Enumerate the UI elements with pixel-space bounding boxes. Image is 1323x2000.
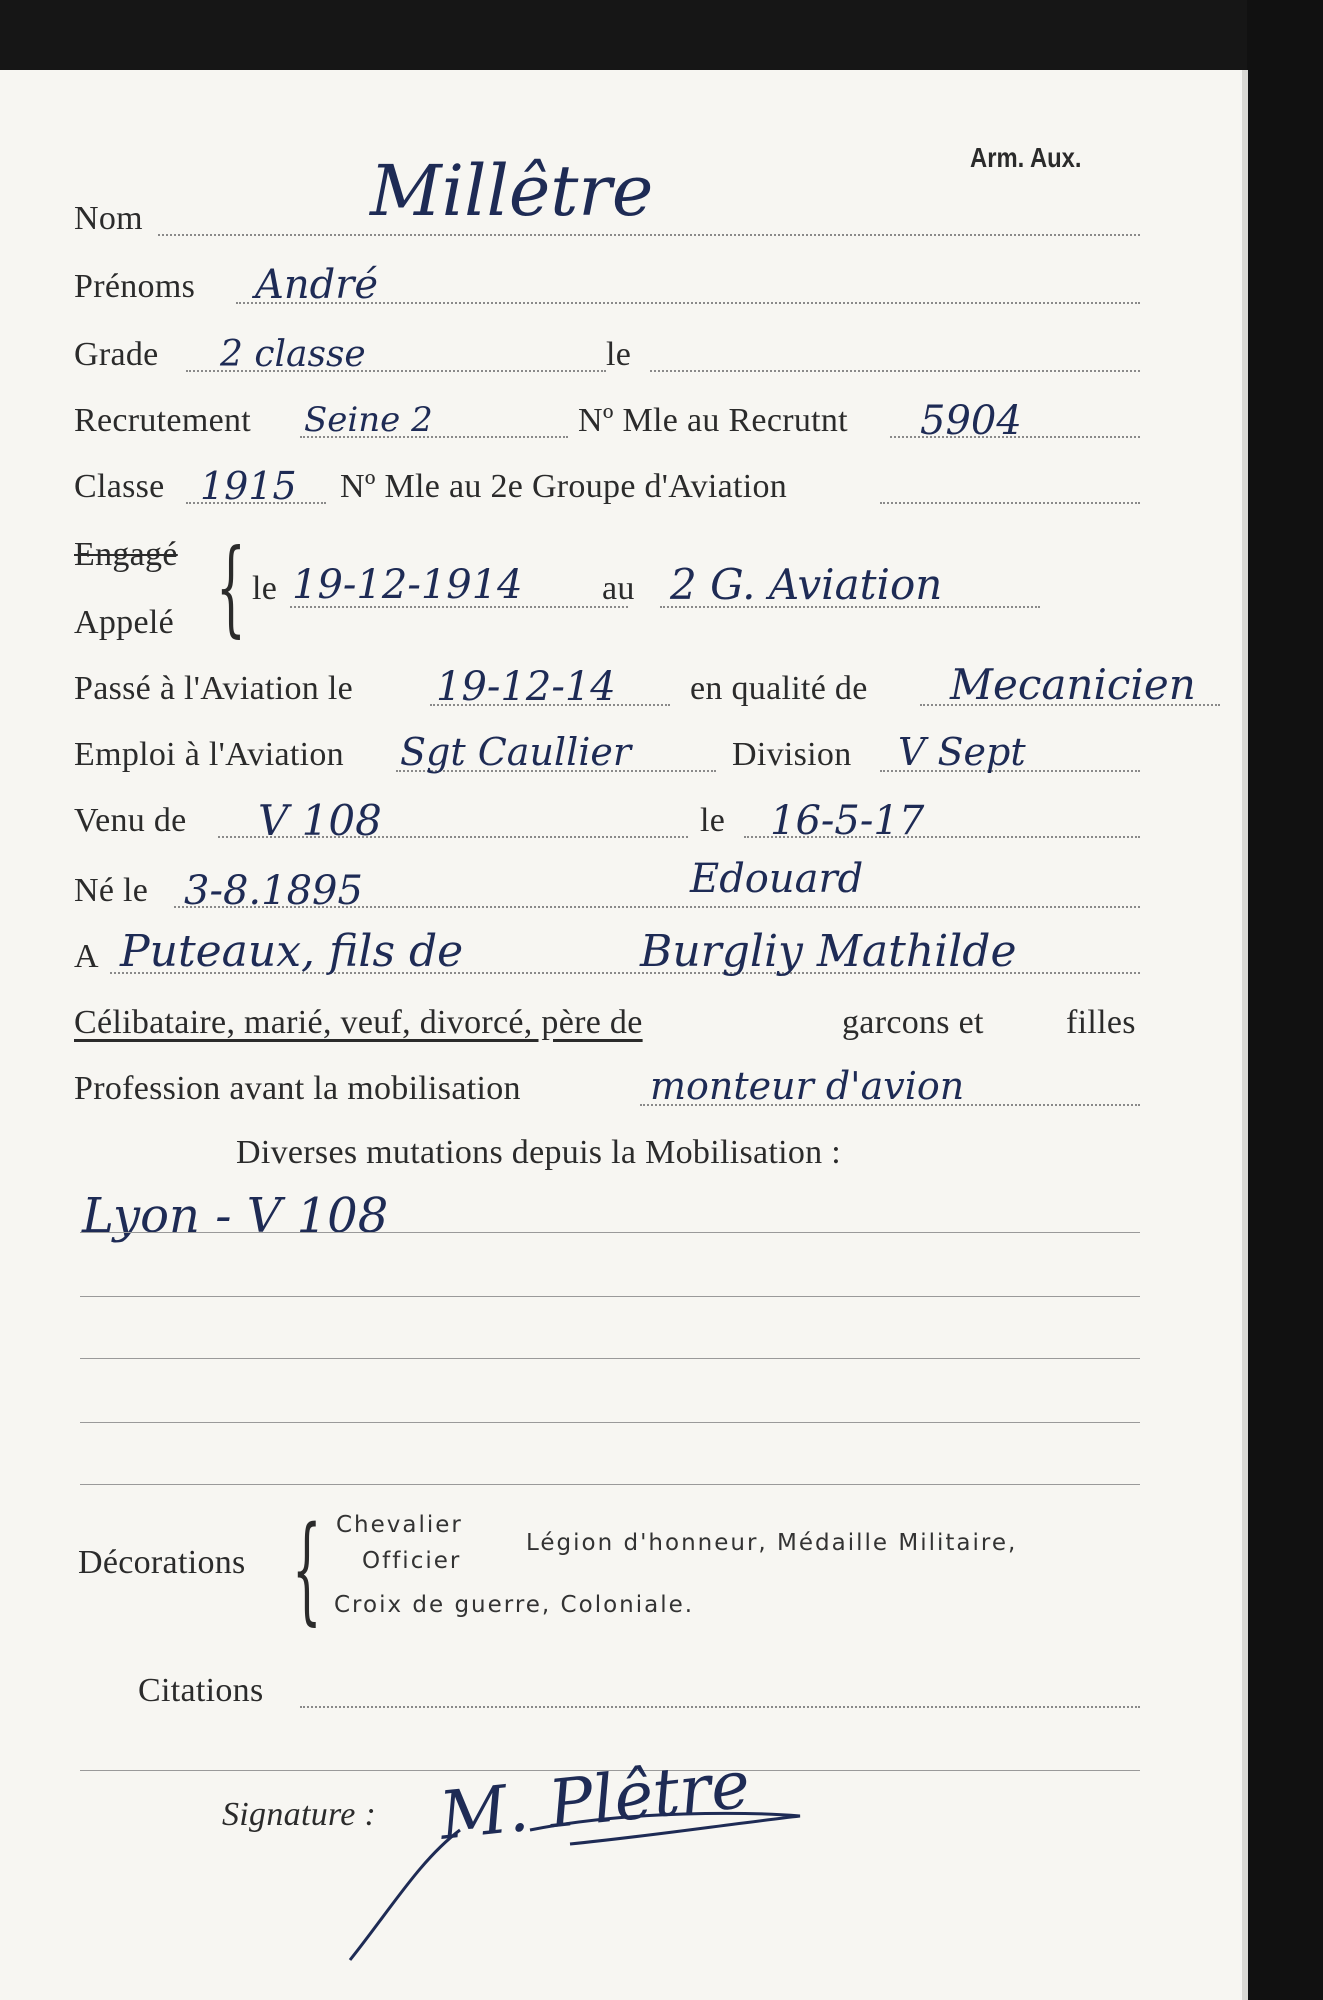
scan-top-border <box>0 0 1323 70</box>
value-venu-de: V 108 <box>258 796 382 845</box>
brace-decorations: { <box>292 1502 322 1637</box>
label-etat-civil: Célibataire, marié, veuf, divorcé, père de <box>74 1004 643 1041</box>
value-ne: 3-8.1895 <box>184 868 363 914</box>
label-venu: Venu de <box>74 802 187 839</box>
mutation-line-5 <box>80 1484 1140 1485</box>
label-garcons: garcons et <box>842 1004 984 1041</box>
label-division: Division <box>732 736 852 773</box>
value-appele-date: 19-12-1914 <box>292 562 523 608</box>
value-classe: 1915 <box>200 464 297 508</box>
label-legion: Légion d'honneur, Médaille Militaire, <box>526 1530 1018 1556</box>
label-signature: Signature : <box>222 1796 377 1833</box>
label-officier: Officier <box>362 1548 462 1574</box>
label-mutations: Diverses mutations depuis la Mobilisation : <box>236 1134 842 1171</box>
mutation-line-4 <box>80 1422 1140 1423</box>
card-edge <box>1242 70 1248 2000</box>
line-citations <box>300 1706 1140 1708</box>
value-emploi: Sgt Caullier <box>400 730 632 774</box>
label-a: A <box>74 938 99 975</box>
value-qualite: Mecanicien <box>950 660 1196 709</box>
label-decorations: Décorations <box>78 1544 246 1581</box>
value-signature: M. Plêtre <box>435 1745 754 1855</box>
label-classe: Classe <box>74 468 165 505</box>
label-ne: Né le <box>74 872 149 909</box>
label-venu-le: le <box>700 802 726 839</box>
value-division: V Sept <box>898 730 1026 774</box>
signature-flourish <box>330 1790 810 1980</box>
mutation-line-2 <box>80 1296 1140 1297</box>
value-passe-date: 19-12-14 <box>436 664 616 710</box>
value-grade: 2 classe <box>220 334 366 375</box>
label-recrutement: Recrutement <box>74 402 252 439</box>
value-profession: monteur d'avion <box>650 1064 965 1108</box>
label-citations: Citations <box>138 1672 264 1709</box>
value-venu-date: 16-5-17 <box>770 798 925 844</box>
label-prenoms: Prénoms <box>74 268 196 305</box>
value-nom: Millêtre <box>370 150 654 232</box>
brace-engage-appele: { <box>216 526 246 648</box>
mutation-line-1 <box>80 1232 1140 1233</box>
value-mere: Burgliy Mathilde <box>640 926 1017 977</box>
label-qualite: en qualité de <box>690 670 868 707</box>
label-grade: Grade <box>74 336 159 373</box>
value-pere: Edouard <box>690 856 864 902</box>
category-label: Arm. Aux. <box>970 142 1082 173</box>
value-num-recrut: 5904 <box>920 398 1022 444</box>
value-mutation-1: Lyon - V 108 <box>82 1188 389 1244</box>
label-croix: Croix de guerre, Coloniale. <box>334 1592 695 1618</box>
value-recrutement: Seine 2 <box>304 400 433 440</box>
label-appele: Appelé <box>74 604 174 641</box>
label-passe: Passé à l'Aviation le <box>74 670 354 707</box>
value-lieu: Puteaux, fils de <box>120 926 464 977</box>
line-num-groupe <box>880 502 1140 504</box>
value-prenoms: André <box>255 262 379 308</box>
label-engage: Engagé <box>74 536 178 573</box>
label-emploi: Emploi à l'Aviation <box>74 736 344 773</box>
label-chevalier: Chevalier <box>336 1512 463 1538</box>
mutation-line-3 <box>80 1358 1140 1359</box>
label-grade-le: le <box>606 336 632 373</box>
label-filles: filles <box>1066 1004 1136 1041</box>
label-nom: Nom <box>74 200 143 237</box>
value-appele-unit: 2 G. Aviation <box>670 560 943 609</box>
label-num-groupe: Nº Mle au 2e Groupe d'Aviation <box>340 468 788 505</box>
label-appele-au: au <box>602 570 635 607</box>
scan-right-border <box>1247 0 1323 2000</box>
label-profession: Profession avant la mobilisation <box>74 1070 521 1107</box>
line-nom <box>158 234 1140 236</box>
label-num-recrut: Nº Mle au Recrutnt <box>578 402 848 439</box>
line-grade-date <box>650 370 1140 372</box>
label-appele-le: le <box>252 570 278 607</box>
